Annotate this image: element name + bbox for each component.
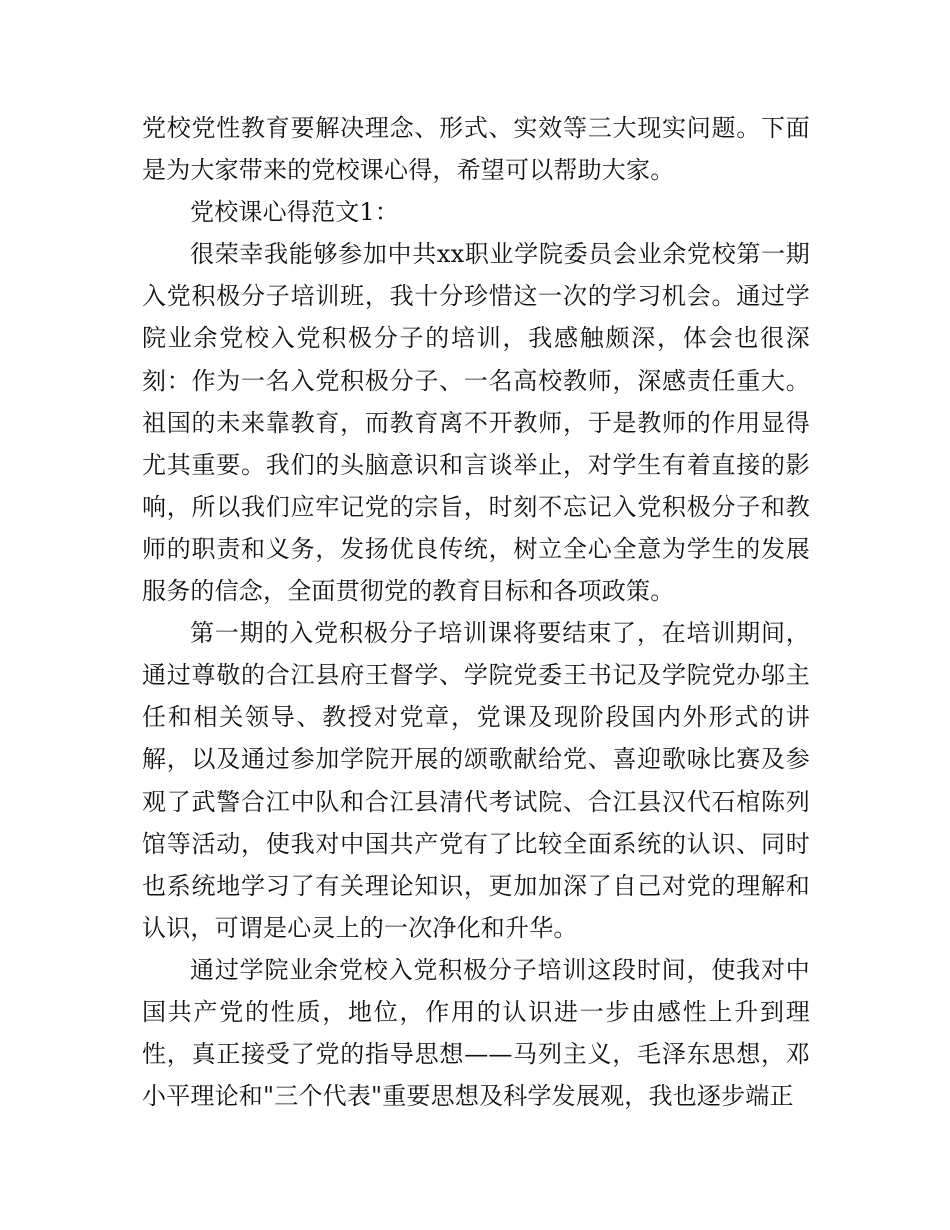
body-paragraph-3: 通过学院业余党校入党积极分子培训这段时间，使我对中国共产党的性质，地位，作用的认识进一步由感性上升到理性，真正接受了党的指导思想——马列主义，毛泽东思想，邓小平理论和"三个代表"重要思想及科学发展观，我也逐步端正 — [142, 955, 810, 1111]
document-body — [142, 107, 810, 1117]
intro-paragraph: 党校党性教育要解决理念、形式、实效等三大现实问题。下面是为大家带来的党校课心得，希望可以帮助大家。 — [142, 114, 810, 185]
body-paragraph-1: 很荣幸我能够参加中共xx职业学院委员会业余党校第一期入党积极分子培训班，我十分珍惜这一次的学习机会。通过学院业余党校入党积极分子的培训，我感触颇深，体会也很深刻：作为一名入党积极分子、一名高校教师，深感责任重大。祖国的未来靠教育，而教育离不开教师，于是教师的作用显得尤其重要。我们的头脑意识和言谈举止，对学生有着直接的影响，所以我们应牢记党的宗旨，时刻不忘记入党积极分子和教师的职责和义务，发扬优良传统，树立全心全意为学生的发展服务的信念，全面贯彻党的教育目标和各项政策。 — [142, 240, 810, 606]
section-heading: 党校课心得范文1： — [190, 198, 400, 227]
body-paragraph-2: 第一期的入党积极分子培训课将要结束了，在培训期间，通过尊敬的合江县府王督学、学院党委王书记及学院党办邬主任和相关领导、教授对党章，党课及现阶段国内外形式的讲解，以及通过参加学院开展的颂歌献给党、喜迎歌咏比赛及参观了武警合江中队和合江县清代考试院、合江县汉代石棺陈列馆等活动，使我对中国共产党有了比较全面系统的认识、同时也系统地学习了有关理论知识，更加加深了自己对党的理解和认识，可谓是心灵上的一次净化和升华。 — [142, 619, 810, 942]
